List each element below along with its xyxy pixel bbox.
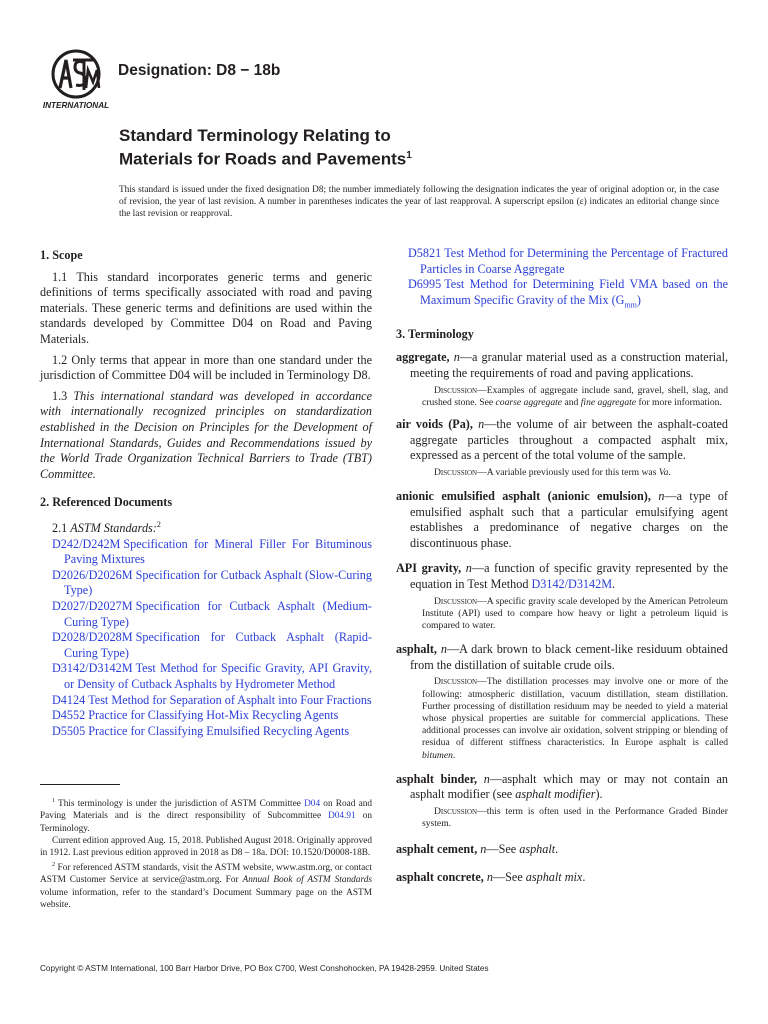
ref-item-d2027[interactable]: D2027/D2027M Specification for Cutback Asphalt (Medium-Curing Type) bbox=[52, 598, 372, 629]
designation: Designation: D8 − 18b bbox=[118, 62, 281, 79]
astm-logo-icon bbox=[40, 48, 112, 110]
left-column bbox=[40, 248, 372, 739]
term-air-voids: air voids (Pa), n—the volume of air between the asphalt-coated aggregate particles throughout a compacted asphalt mix, expressed as a percent of the total volume of the sample. bbox=[396, 417, 729, 463]
copyright-footer: Copyright © ASTM International, 100 Barr Harbor Drive, PO Box C700, West Conshohocken, PA 19428-2959. United States bbox=[40, 964, 489, 973]
ref-item-d2028[interactable]: D2028/D2028M Specification for Cutback Asphalt (Rapid-Curing Type) bbox=[52, 630, 372, 660]
d3142-link[interactable]: D3142/D3142M bbox=[531, 576, 613, 591]
footnote-divider bbox=[40, 784, 120, 785]
ref-item-d242[interactable]: D242/D242M Specification for Mineral Filler For Bituminous Paving Mixtures bbox=[52, 536, 372, 567]
ref-item-d3142[interactable]: D3142/D3142M Test Method for Specific Gravity, API Gravity, or Density of Cutback Asphalts by Hydrometer Method bbox=[52, 661, 372, 691]
ref-item-d4552[interactable]: D4552 Practice for Classifying Hot-Mix Recycling Agents bbox=[52, 708, 339, 723]
term-anionic-emulsified-asphalt: anionic emulsified asphalt (anionic emulsion), n—a type of emulsified asphalt such that a particular emulsifying agent establishes a predominance of negative charges on the discontinuous phase. bbox=[396, 488, 728, 550]
scope-para-2: 1.2 Only terms that appear in more than one standard under the jurisdiction of Committee D04 will be included in Terminology D8. bbox=[40, 352, 372, 383]
ref-item-d2026[interactable]: D2026/D2026M Specification for Cutback Asphalt (Slow-Curing Type) bbox=[52, 567, 372, 598]
intro-paragraph: This standard is issued under the fixed designation D8; the number immediately following the designation indicates the year of original adoption or, in the case of revision, the year of last revision. A number in parentheses indicates the year of last reapproval. A superscript epsilon (ε) indicates an editorial change since the last revision or reapproval. bbox=[119, 185, 719, 219]
document-header bbox=[40, 40, 730, 110]
scope-para-1: 1.1 This standard incorporates generic terms and generic definitions of terms specifically associated with road and paving materials. These generic terms and definitions are used within the standards developed by Committee D04 on Road and Paving Materials. bbox=[40, 269, 372, 346]
discussion-air-voids: Discussion—A variable previously used for this term was Va. bbox=[434, 466, 671, 478]
term-aggregate: aggregate, n—a granular material used as a construction material, meeting the requirements of road and paving applications. bbox=[396, 350, 729, 380]
scope-heading: 1. Scope bbox=[40, 248, 83, 262]
discussion-asphalt-binder: Discussion—this term is often used in the Performance Graded Binder system. bbox=[422, 805, 728, 830]
discussion-api-gravity: Discussion—A specific gravity scale developed by the American Petroleum Institute (API) used to compare how heavy or light a petroleum liquid is compared to water. bbox=[422, 595, 728, 631]
scope-para-3: 1.3 This international standard was developed in accordance with internationally recognized principles on standardization established in the Decision on Principles for the Development of International Standards, Guides and Recommendations issued by the World Trade Organization Technical Barriers to Trade (TBT) Committee. bbox=[40, 388, 372, 481]
ref-item-d6995[interactable]: D6995 Test Method for Determining Field VMA based on the Maximum Specific Gravity of the Mix $(G_{mm})$ bbox=[408, 277, 728, 310]
footnotes bbox=[40, 795, 372, 911]
document-title bbox=[119, 126, 719, 170]
refdocs-heading: 2. Referenced Documents bbox=[40, 495, 173, 510]
committee-d04-link[interactable]: D04 bbox=[304, 799, 321, 810]
terminology-heading: 3. Terminology bbox=[396, 326, 474, 341]
term-asphalt-cement: asphalt cement, n—See asphalt. bbox=[396, 842, 559, 857]
ref-item-d5505[interactable]: D5505 Practice for Classifying Emulsified Recycling Agents bbox=[52, 723, 350, 738]
footnote-2: $^2$ For referenced ASTM standards, visit the ASTM website, www.astm.org, or contact ASTM Customer Service at service@astm.org. For Annual Book of ASTM Standards volume information, refer to the standard’s Document Summary page on the ASTM website. bbox=[40, 862, 372, 910]
right-column bbox=[396, 246, 728, 886]
subcommittee-d0491-link[interactable]: D04.91 bbox=[328, 811, 356, 822]
term-api-gravity: API gravity, n—a function of specific gravity represented by the equation in Test Method D3142/D3142M. bbox=[396, 561, 729, 591]
ref-item-d4124[interactable]: D4124 Test Method for Separation of Asphalt into Four Fractions bbox=[52, 692, 372, 707]
footnote-1: $^1$ This terminology is under the jurisdiction of ASTM Committee D04 on Road and Paving Materials and is the direct responsibility of Subcommittee D04.91 on Terminology. bbox=[40, 798, 373, 834]
astm-logo bbox=[40, 48, 112, 110]
title-line-1: Standard Terminology Relating to bbox=[119, 126, 391, 145]
title-line-2: Materials for Roads and Pavements$^1$ bbox=[119, 149, 412, 169]
term-asphalt: asphalt, n—A dark brown to black cement-like residuum obtained from the distillation of suitable crude oils. bbox=[396, 642, 728, 672]
discussion-asphalt: Discussion—The distillation processes may involve one or more of the following: atmospheric distillation, vacuum distillation, steam distillation. Further processing of distillation residuum may be needed to yield a material whose physical properties are suitable for commercial applications. These additional processes can involve air oxidation, solvent stripping or blending of residua of different stiffness characteristics. In Europe asphalt is called bitumen. bbox=[422, 676, 728, 761]
term-asphalt-concrete: asphalt concrete, n—See asphalt mix. bbox=[396, 869, 586, 884]
logo-text: INTERNATIONAL bbox=[42, 101, 110, 110]
discussion-aggregate: Discussion—Examples of aggregate include sand, gravel, shell, slag, and crushed stone. See coarse aggregate and fine aggregate for more information. bbox=[422, 384, 728, 408]
footnote-1-edition: Current edition approved Aug. 15, 2018. Published August 2018. Originally approved in 1912. Last previous edition approved in 2018 as D8 – 18a. DOI: 10.1520/D0008-18B. bbox=[40, 835, 372, 858]
ref-item-d5821[interactable]: D5821 Test Method for Determining the Percentage of Fractured Particles in Coarse Aggregate bbox=[408, 246, 728, 276]
term-asphalt-binder: asphalt binder, n—asphalt which may or may not contain an asphalt modifier (see asphalt modifier). bbox=[396, 771, 729, 802]
title-footnote-mark: 1 bbox=[406, 150, 412, 161]
astm-standards-label: 2.1 ASTM Standards:$^2$ bbox=[52, 519, 161, 535]
